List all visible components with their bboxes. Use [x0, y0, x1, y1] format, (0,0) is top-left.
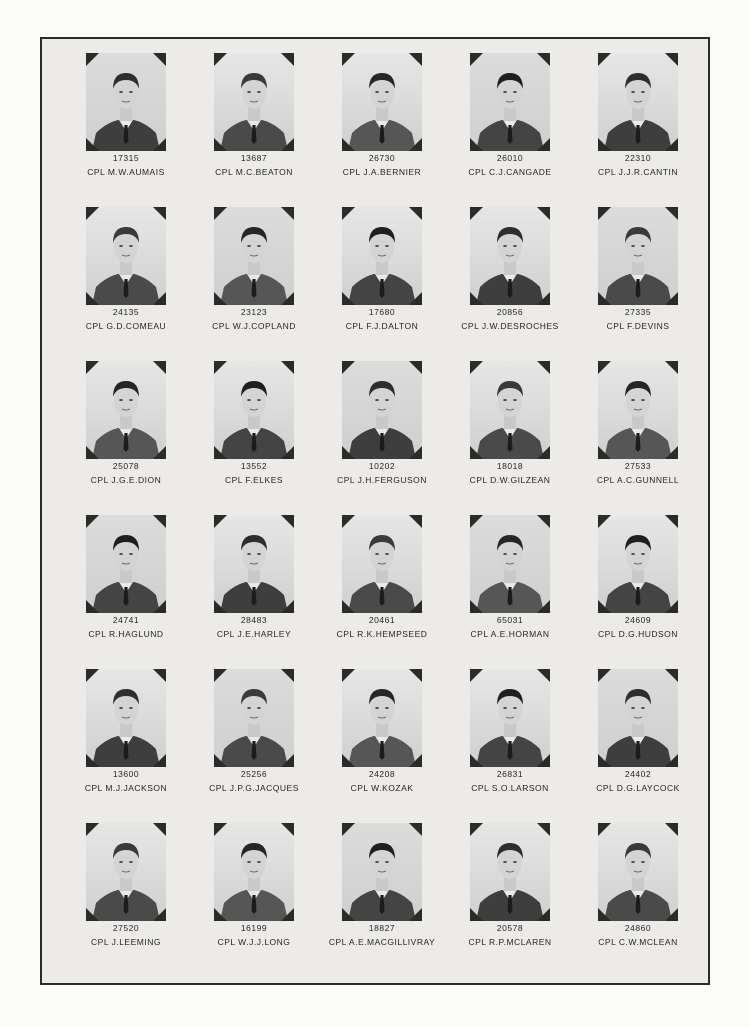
rank-name-caption: CPL A.E.HORMAN [470, 629, 550, 639]
portrait-card [568, 513, 696, 667]
portrait-photo [598, 53, 678, 151]
portrait-card [184, 51, 312, 205]
photo-plate [40, 37, 710, 985]
rank-name-caption: CPL F.J.DALTON [345, 321, 419, 331]
service-number: 24135 [112, 307, 140, 317]
portrait-photo [342, 669, 422, 767]
portrait-figure [214, 669, 294, 767]
portrait-card [568, 821, 696, 975]
portrait-photo [598, 823, 678, 921]
portrait-figure [598, 207, 678, 305]
rank-name-caption: CPL R.P.MCLAREN [468, 937, 552, 947]
rank-name-caption: CPL C.J.CANGADE [468, 167, 552, 177]
portrait-card [56, 513, 184, 667]
portrait-photo [598, 361, 678, 459]
portrait-card [440, 513, 568, 667]
service-number: 18827 [368, 923, 396, 933]
portrait-figure [598, 669, 678, 767]
portrait-figure [342, 361, 422, 459]
portrait-photo [470, 361, 550, 459]
rank-name-caption: CPL S.O.LARSON [471, 783, 549, 793]
portrait-photo [598, 207, 678, 305]
rank-name-caption: CPL J.E.HARLEY [216, 629, 292, 639]
portrait-card [440, 667, 568, 821]
rank-name-caption: CPL J.LEEMING [91, 937, 161, 947]
portrait-figure [470, 515, 550, 613]
portrait-photo [470, 823, 550, 921]
portrait-figure [470, 823, 550, 921]
portrait-figure [86, 53, 166, 151]
portrait-photo [342, 515, 422, 613]
service-number: 20578 [496, 923, 524, 933]
service-number: 28483 [240, 615, 268, 625]
rank-name-caption: CPL F.ELKES [224, 475, 284, 485]
portrait-photo [342, 53, 422, 151]
rank-name-caption: CPL R.K.HEMPSEED [336, 629, 428, 639]
portrait-figure [470, 361, 550, 459]
portrait-photo [470, 515, 550, 613]
portrait-card [312, 667, 440, 821]
portrait-card [568, 359, 696, 513]
rank-name-caption: CPL A.C.GUNNELL [596, 475, 680, 485]
service-number: 20461 [368, 615, 396, 625]
portrait-photo [214, 669, 294, 767]
service-number: 24402 [624, 769, 652, 779]
portrait-card [56, 821, 184, 975]
rank-name-caption: CPL J.H.FERGUSON [337, 475, 427, 485]
service-number: 13552 [240, 461, 268, 471]
portrait-figure [470, 669, 550, 767]
rank-name-caption: CPL M.J.JACKSON [84, 783, 168, 793]
service-number: 26730 [368, 153, 396, 163]
portrait-photo [86, 669, 166, 767]
service-number: 17315 [112, 153, 140, 163]
portrait-card [312, 359, 440, 513]
service-number: 27520 [112, 923, 140, 933]
portrait-photo [214, 361, 294, 459]
portrait-figure [598, 53, 678, 151]
portrait-photo [598, 669, 678, 767]
portrait-figure [470, 53, 550, 151]
service-number: 10202 [368, 461, 396, 471]
portrait-figure [598, 361, 678, 459]
rank-name-caption: CPL J.J.R.CANTIN [598, 167, 678, 177]
service-number: 25256 [240, 769, 268, 779]
rank-name-caption: CPL J.P.G.JACQUES [209, 783, 299, 793]
portrait-figure [214, 53, 294, 151]
portrait-photo [214, 53, 294, 151]
portrait-card [312, 51, 440, 205]
portrait-figure [214, 823, 294, 921]
service-number: 13687 [240, 153, 268, 163]
portrait-figure [86, 823, 166, 921]
rank-name-caption: CPL G.D.COMEAU [85, 321, 167, 331]
rank-name-caption: CPL M.C.BEATON [215, 167, 293, 177]
portrait-figure [86, 361, 166, 459]
portrait-card [184, 359, 312, 513]
service-number: 18018 [496, 461, 524, 471]
portrait-card [440, 51, 568, 205]
service-number: 27335 [624, 307, 652, 317]
service-number: 27533 [624, 461, 652, 471]
portrait-photo [86, 823, 166, 921]
portrait-grid [56, 51, 696, 975]
portrait-photo [598, 515, 678, 613]
service-number: 24741 [112, 615, 140, 625]
portrait-photo [86, 515, 166, 613]
portrait-photo [470, 207, 550, 305]
portrait-photo [470, 53, 550, 151]
portrait-figure [342, 207, 422, 305]
service-number: 23123 [240, 307, 268, 317]
portrait-card [312, 205, 440, 359]
rank-name-caption: CPL M.W.AUMAIS [87, 167, 165, 177]
portrait-photo [214, 823, 294, 921]
portrait-card [440, 205, 568, 359]
portrait-figure [342, 515, 422, 613]
service-number: 24609 [624, 615, 652, 625]
portrait-figure [86, 207, 166, 305]
service-number: 26831 [496, 769, 524, 779]
portrait-photo [86, 207, 166, 305]
service-number: 26010 [496, 153, 524, 163]
service-number: 16199 [240, 923, 268, 933]
portrait-figure [470, 207, 550, 305]
rank-name-caption: CPL J.G.E.DION [90, 475, 162, 485]
rank-name-caption: CPL W.J.J.LONG [217, 937, 291, 947]
portrait-card [56, 359, 184, 513]
portrait-card [184, 513, 312, 667]
portrait-card [184, 205, 312, 359]
portrait-photo [470, 669, 550, 767]
portrait-card [568, 51, 696, 205]
rank-name-caption: CPL F.DEVINS [606, 321, 670, 331]
portrait-photo [342, 207, 422, 305]
portrait-figure [214, 515, 294, 613]
portrait-card [568, 667, 696, 821]
rank-name-caption: CPL D.G.HUDSON [598, 629, 678, 639]
service-number: 24860 [624, 923, 652, 933]
rank-name-caption: CPL D.G.LAYCOCK [596, 783, 680, 793]
portrait-photo [214, 207, 294, 305]
portrait-photo [214, 515, 294, 613]
portrait-card [56, 205, 184, 359]
service-number: 13600 [112, 769, 140, 779]
service-number: 65031 [496, 615, 524, 625]
portrait-card [56, 667, 184, 821]
portrait-figure [214, 361, 294, 459]
portrait-photo [86, 361, 166, 459]
portrait-card [184, 667, 312, 821]
portrait-card [184, 821, 312, 975]
portrait-figure [342, 823, 422, 921]
rank-name-caption: CPL C.W.MCLEAN [598, 937, 678, 947]
portrait-figure [342, 53, 422, 151]
rank-name-caption: CPL W.J.COPLAND [212, 321, 296, 331]
service-number: 24208 [368, 769, 396, 779]
portrait-figure [598, 823, 678, 921]
portrait-photo [342, 361, 422, 459]
portrait-card [568, 205, 696, 359]
portrait-figure [214, 207, 294, 305]
portrait-card [440, 359, 568, 513]
service-number: 22310 [624, 153, 652, 163]
portrait-photo [86, 53, 166, 151]
rank-name-caption: CPL J.A.BERNIER [342, 167, 422, 177]
portrait-card [312, 821, 440, 975]
rank-name-caption: CPL D.W.GILZEAN [469, 475, 551, 485]
portrait-card [312, 513, 440, 667]
portrait-figure [598, 515, 678, 613]
portrait-photo [342, 823, 422, 921]
portrait-card [440, 821, 568, 975]
rank-name-caption: CPL J.W.DESROCHES [461, 321, 559, 331]
rank-name-caption: CPL A.E.MACGILLIVRAY [328, 937, 436, 947]
portrait-figure [86, 669, 166, 767]
rank-name-caption: CPL R.HAGLUND [88, 629, 164, 639]
rank-name-caption: CPL W.KOZAK [350, 783, 414, 793]
portrait-figure [342, 669, 422, 767]
service-number: 17680 [368, 307, 396, 317]
portrait-card [56, 51, 184, 205]
service-number: 25078 [112, 461, 140, 471]
service-number: 20856 [496, 307, 524, 317]
portrait-figure [86, 515, 166, 613]
